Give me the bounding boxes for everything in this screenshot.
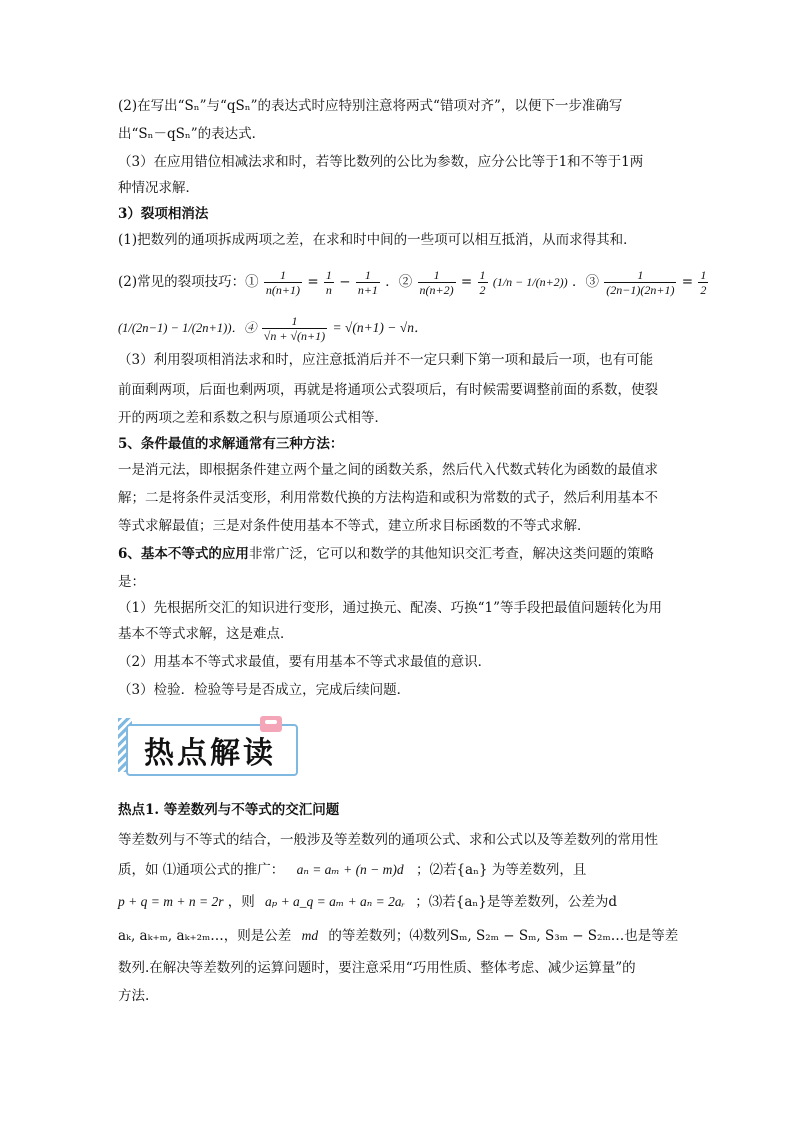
section-heading: 5、条件最值的求解通常有三种方法： xyxy=(118,436,344,452)
text-line: 前面剩两项，后面也剩两项，再就是将通项公式裂项后，有时候需要调整前面的系数，使裂 xyxy=(118,382,658,398)
text-line xyxy=(118,860,586,880)
formula-body: (1/n − 1/(n+2)) xyxy=(492,275,568,289)
text-line xyxy=(118,892,617,912)
formula-body: = √(n+1) − √n． xyxy=(332,320,428,335)
section-banner xyxy=(118,716,296,774)
text-line: 是： xyxy=(118,574,145,590)
text-line: 种情况求解． xyxy=(118,180,199,196)
math-expression: aₙ = aₘ + (n − m)d xyxy=(296,862,404,877)
text-line: 开的两项之差和系数之积与原通项公式相等． xyxy=(118,410,388,426)
text-line: (1)把数列的通项拆成两项之差，在求和时中间的一些项可以相互抵消，从而求得其和． xyxy=(118,232,637,248)
formula-line xyxy=(118,266,709,298)
text-line: （3）在应用错位相减法求和时，若等比数列的公比为参数，应分公比等于1和不等于1两 xyxy=(118,154,644,170)
section-heading: 6、基本不等式的应用 xyxy=(118,546,249,562)
equals-sign: = xyxy=(460,274,473,290)
text-span: 的等差数列；⑷数列Sₘ, S₂ₘ − Sₘ, S₃ₘ − S₂ₘ…也是等差 xyxy=(328,928,679,944)
text-line xyxy=(118,926,678,946)
math-expression: aₚ + a_q = aₘ + aₙ = 2aᵣ xyxy=(265,894,405,909)
formula-sep: ．② xyxy=(385,274,413,290)
fraction: $\frac{1}{n+1}$ xyxy=(357,268,378,297)
section-heading: 3）裂项相消法 xyxy=(118,206,209,222)
fraction: $\frac{1}{2}$ xyxy=(700,268,707,297)
text-line: （3）利用裂项相消法求和时，应注意抵消后并不一定只剩下第一项和最后一项，也有可能 xyxy=(118,352,654,368)
fraction: $\frac{1}{(2n-1)(2n+1)}$ xyxy=(606,268,675,297)
text-line: （1）先根据所交汇的知识进行变形，通过换元、配凑、巧换“1”等手段把最值问题转化为用 xyxy=(118,600,662,616)
banner-title: 热点解读 xyxy=(144,736,276,771)
text-line: 等式求解最值；三是对条件使用基本不等式，建立所求目标函数的不等式求解． xyxy=(118,518,591,534)
text-line: （2）用基本不等式求最值，要有用基本不等式求最值的意识． xyxy=(118,654,492,670)
fraction: $\frac{1}{n}$ xyxy=(325,268,332,297)
hot-heading: 热点1. 等差数列与不等式的交汇问题 xyxy=(118,802,340,818)
formula-line xyxy=(118,312,427,344)
fraction: $\frac{1}{√n + √(n+1)}$ xyxy=(263,314,326,343)
minus-sign: − xyxy=(339,274,351,290)
text-line: 数列.在解决等差数列的运算问题时，要注意采用“巧用性质、整体考虑、减少运算量”的 xyxy=(118,960,636,976)
equals-sign: = xyxy=(681,274,694,290)
fraction: $\frac{1}{n(n+1)}$ xyxy=(265,268,301,297)
fraction: $\frac{1}{n(n+2)}$ xyxy=(419,268,454,297)
formula-body: (1/(2n−1) − 1/(2n+1))．④ xyxy=(118,321,257,335)
math-expression: p + q = m + n = 2r xyxy=(118,894,224,909)
text-span: ；⑵若{aₙ} 为等差数列，且 xyxy=(415,862,587,878)
equals-sign: = xyxy=(307,274,319,290)
text-line: 解；二是将条件灵活变形，利用常数代换的方法构造和或积为常数的式子，然后利用基本不 xyxy=(118,490,658,506)
fraction: $\frac{1}{2}$ xyxy=(479,268,486,297)
heading-continuation: 非常广泛，它可以和数学的其他知识交汇考查，解决这类问题的策略 xyxy=(248,546,654,562)
formula-sep: ．③ xyxy=(571,274,599,290)
math-expression: md xyxy=(301,928,319,943)
text-line: 出“Sₙ－qSₙ”的表达式． xyxy=(118,126,266,142)
text-line: 基本不等式求解，这是难点． xyxy=(118,626,294,642)
text-span: ；⑶若{aₙ}是等差数列，公差为d xyxy=(415,894,617,910)
text-line: 一是消元法，即根据条件建立两个量之间的函数关系，然后代入代数式转化为函数的最值求 xyxy=(118,462,658,478)
text-span: 质，如 ⑴通项公式的推广： xyxy=(118,862,285,878)
text-line: （3）检验．检验等号是否成立，完成后续问题． xyxy=(118,682,411,698)
text-line: 方法. xyxy=(118,988,150,1004)
text-span: aₖ, aₖ₊ₘ, aₖ₊₂ₘ…，则是公差 xyxy=(118,928,292,944)
text-line: (2)在写出“Sₙ”与“qSₙ”的表达式时应特别注意将两式“错项对齐”，以便下一步准确写 xyxy=(118,98,623,114)
text-span: ，则 xyxy=(227,894,255,910)
text-line xyxy=(118,544,654,564)
formula-prefix: (2)常见的裂项技巧：① xyxy=(118,274,259,290)
text-line: 等差数列与不等式的结合，一般涉及等差数列的通项公式、求和公式以及等差数列的常用性 xyxy=(118,832,658,848)
